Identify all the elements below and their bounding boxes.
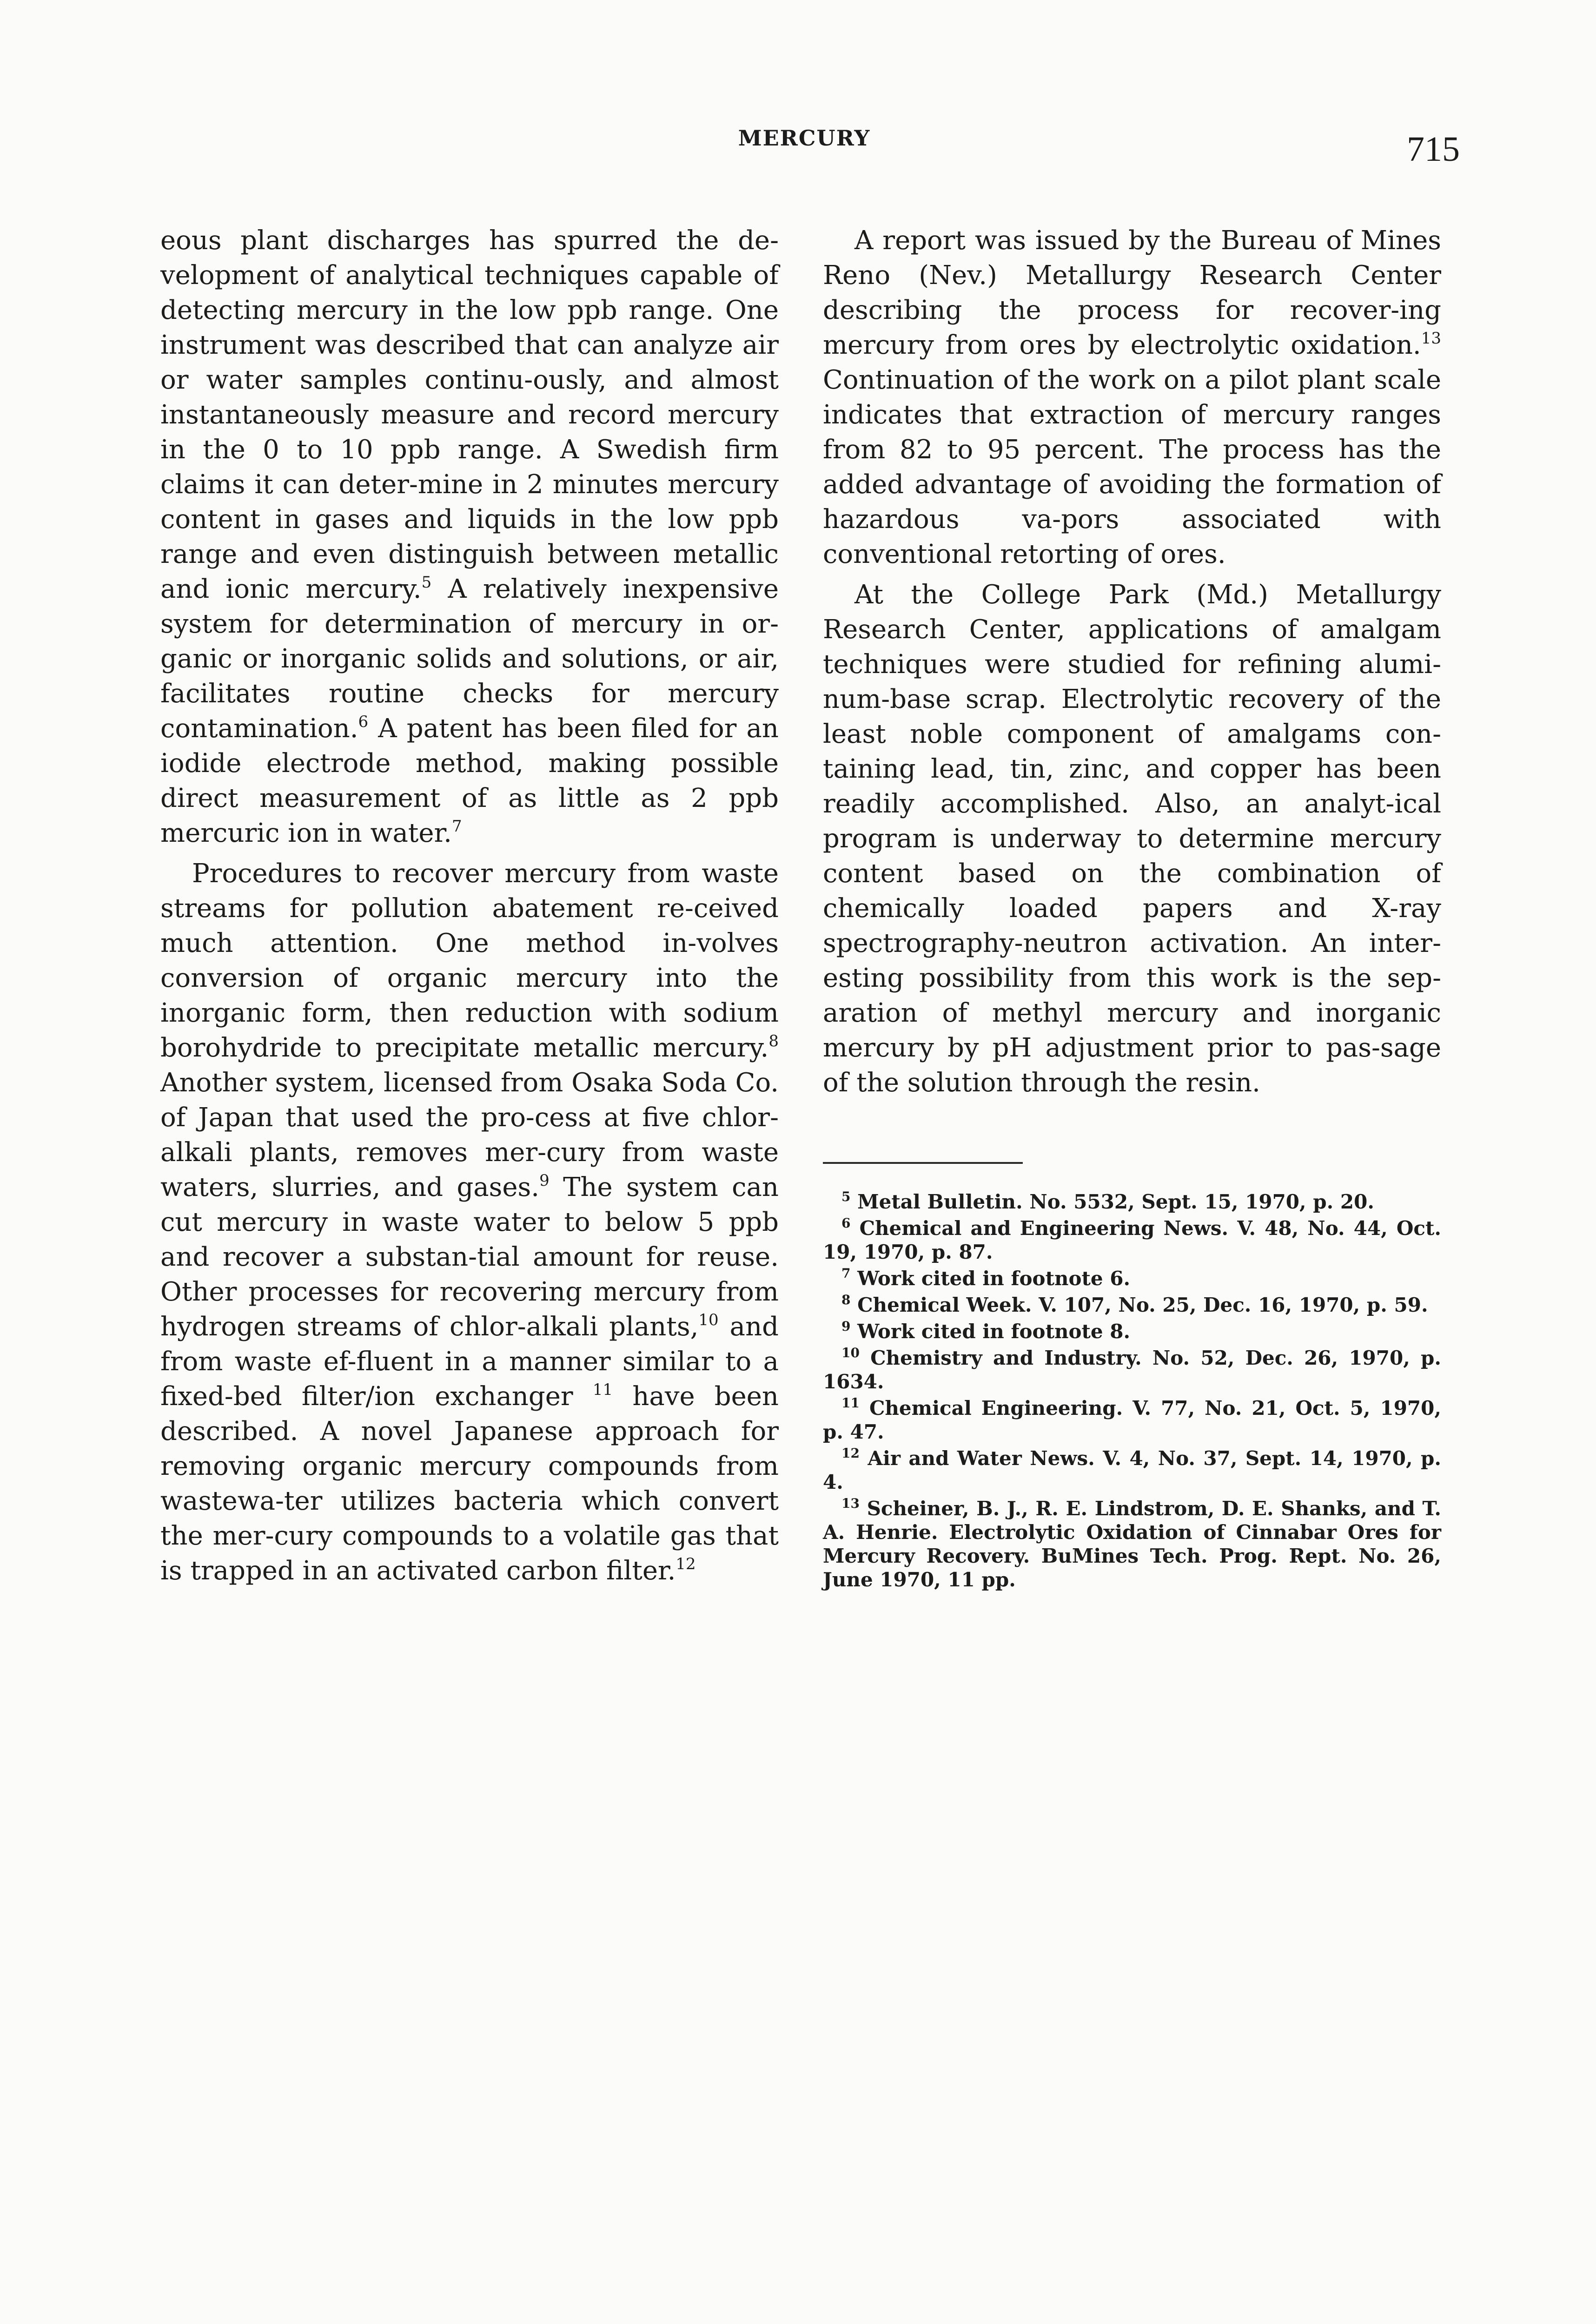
left-column xyxy=(160,223,779,1588)
page-number: 715 xyxy=(1407,130,1460,169)
footnote: $^{10}$ Chemistry and Industry. No. 52, Dec. 26, 1970, p. 1634. xyxy=(823,1345,1441,1393)
footnotes xyxy=(823,1190,1441,1594)
footnote: $^{13}$ Scheiner, B. J., R. E. Lindstrom, D. E. Shanks, and T. A. Henrie. Electrolytic Oxidation of Cinnabar Ores for Mercury Recovery. BuMines Tech. Prog. Rept. No. 26, June 1970, 11 pp. xyxy=(823,1496,1441,1591)
footnote: $^9$ Work cited in footnote 8. xyxy=(841,1319,1131,1343)
footnote: $^6$ Chemical and Engineering News. V. 48, No. 44, Oct. 19, 1970, p. 87. xyxy=(823,1215,1442,1263)
footnote-divider xyxy=(823,1162,1023,1164)
paragraph-recovery-procedures: Procedures to recover mercury from waste streams for pollution abatement re-ceived much attention. One method in-volves conversion of organic mercury into the inorganic form, then reduction with sodium borohydride to precipitate metallic mercury.$^8$ Another system, licensed from Osaka Soda Co. of Japan that used the pro-cess at five chlor-alkali plants, removes mer-cury from waste waters, slurries, and gases.$^9$ The system can cut mercury in waste water to below 5 ppb and recover a substan-tial amount for reuse. Other processes for recovering mercury from hydrogen streams of chlor-alkali plants,$^{10}$ and from waste ef-fluent in a manner similar to a fixed-bed filter/ion exchanger $^{11}$ have been described. A novel Japanese approach for removing organic mercury compounds from wastewa-ter utilizes bacteria which convert the mer-cury compounds to a volatile gas that is trapped in an activated carbon filter.$^{12}$ xyxy=(160,858,779,1586)
footnote: $^7$ Work cited in footnote 6. xyxy=(841,1266,1131,1290)
footnote-ref-8: 8 xyxy=(768,1032,779,1050)
paragraph-analytical-techniques: eous plant discharges has spurred the de-velopment of analytical techniques capable of detecting mercury in the low ppb range. One instrument was described that can analyze air or water samples continu-ously, and almost instantaneously measure and record mercury in the 0 to 10 ppb range. A Swedish firm claims it can deter-mine in 2 minutes mercury content in gases and liquids in the low ppb range and even distinguish between metallic and ionic mercury.$^5$ A relatively inexpensive system for determination of mercury in or-ganic or inorganic solids and solutions, or air, facilitates routine checks for mercury contamination.$^6$ A patent has been filed for an iodide electrode method, making possible direct measurement of as little as 2 ppb mercuric ion in water.$^7$ xyxy=(160,225,779,848)
footnote: $^5$ Metal Bulletin. No. 5532, Sept. 15, 1970, p. 20. xyxy=(841,1189,1374,1213)
footnote-ref-6: 6 xyxy=(358,713,369,731)
footnote-ref-9: 9 xyxy=(539,1171,550,1190)
footnote-ref-5: 5 xyxy=(421,573,432,592)
right-column xyxy=(823,223,1441,1100)
footnote: $^{11}$ Chemical Engineering. V. 77, No. 21, Oct. 5, 1970, p. 47. xyxy=(823,1395,1441,1443)
paragraph-bureau-report: A report was issued by the Bureau of Mines Reno (Nev.) Metallurgy Research Center describing the process for recover-ing mercury from ores by electrolytic oxidation.$^{13}$ Continuation of the work on a pilot plant scale indicates that extraction of mercury ranges from 82 to 95 percent. The process has the added advantage of avoiding the formation of hazardous va-pors associated with conventional retorting of ores. xyxy=(823,225,1441,569)
footnote: $^8$ Chemical Week. V. 107, No. 25, Dec. 16, 1970, p. 59. xyxy=(841,1292,1428,1316)
footnote-ref-12: 12 xyxy=(675,1555,696,1573)
footnote-ref-11: 11 xyxy=(592,1380,613,1399)
footnote-ref-10: 10 xyxy=(698,1311,719,1329)
footnote: $^{12}$ Air and Water News. V. 4, No. 37, Sept. 14, 1970, p. 4. xyxy=(823,1446,1442,1493)
running-head: MERCURY xyxy=(738,125,871,151)
footnote-ref-13: 13 xyxy=(1421,329,1441,348)
paragraph-college-park: At the College Park (Md.) Metallurgy Research Center, applications of amalgam techniques were studied for refining alumi-num-base scrap. Electrolytic recovery of the least noble component of amalgams con-taining lead, tin, zinc, and copper has been readily accomplished. Also, an analyt-ical program is underway to determine mercury content based on the combination of chemically loaded papers and X-ray spectrography-neutron activation. An inter-esting possibility from this work is the sep-aration of methyl mercury and inorganic mercury by pH adjustment prior to pas-sage of the solution through the resin. xyxy=(823,580,1441,1098)
footnote-ref-7: 7 xyxy=(451,817,462,836)
